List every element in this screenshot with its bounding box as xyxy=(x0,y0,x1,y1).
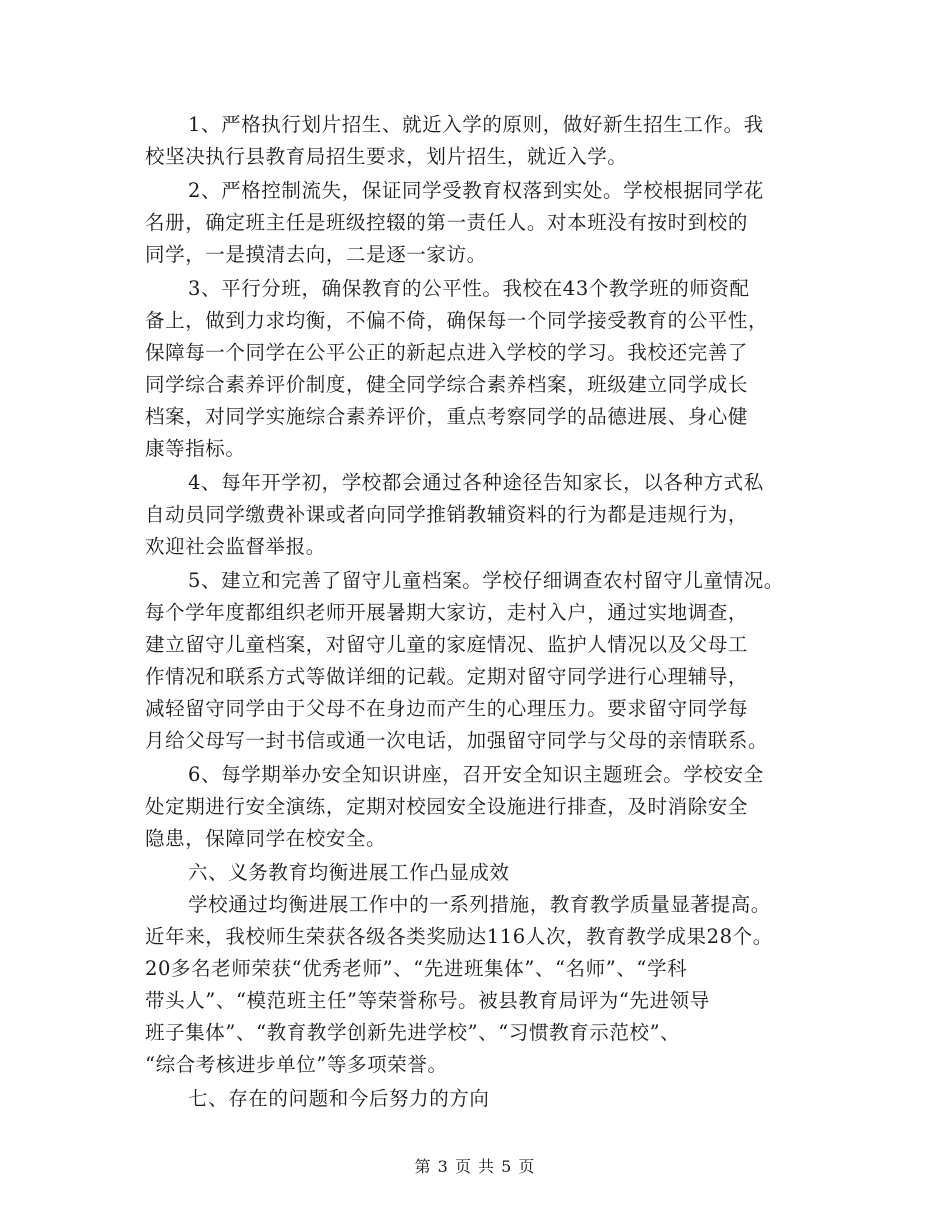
text-line: “综合考核进步单位”等多项荣誉。 xyxy=(145,1053,448,1076)
text-line: 康等指标。 xyxy=(145,437,246,460)
text-line: 建立留守儿童档案，对留守儿童的家庭情况、监护人情况以及父母工 xyxy=(145,633,749,656)
text-line: 隐患，保障同学在校安全。 xyxy=(145,827,387,850)
text-line: 减轻留守同学由于父母不在身边而产生的心理压力。要求留守同学每 xyxy=(145,697,749,720)
text-line: 4、每年开学初，学校都会通过各种途径告知家长，以各种方式私 xyxy=(188,471,764,494)
text-line: 处定期进行安全演练，定期对校园安全设施进行排查，及时消除安全 xyxy=(145,795,749,818)
text-line: 保障每一个同学在公平公正的新起点进入学校的学习。我校还完善了 xyxy=(145,341,749,364)
text-line: 1、严格执行划片招生、就近入学的原则，做好新生招生工作。我 xyxy=(188,113,764,136)
text-line: 20多名老师荣获“优秀老师”、“先进班集体”、“名师”、“学科 xyxy=(145,957,688,980)
text-line: 6、每学期举办安全知识讲座，召开安全知识主题班会。学校安全 xyxy=(188,763,764,786)
text-line: 学校通过均衡进展工作中的一系列措施，教育教学质量显著提高。 xyxy=(188,893,771,916)
text-line: 校坚决执行县教育局招生要求，划片招生，就近入学。 xyxy=(145,145,628,168)
text-line: 3、平行分班，确保教育的公平性。我校在43个教学班的师资配 xyxy=(188,277,750,300)
text-line: 欢迎社会监督举报。 xyxy=(145,535,326,558)
page-number-footer: 第 3 页 共 5 页 xyxy=(414,1157,536,1176)
text-line: 备上，做到力求均衡，不偏不倚，确保每一个同学接受教育的公平性， xyxy=(145,309,769,332)
text-line: 月给父母写一封书信或通一次电话，加强留守同学与父母的亲情联系。 xyxy=(145,729,769,752)
text-line: 2、严格控制流失，保证同学受教育权落到实处。学校根据同学花 xyxy=(188,179,764,202)
text-line: 自动员同学缴费补课或者向同学推销教辅资料的行为都是违规行为， xyxy=(145,503,749,526)
text-line: 带头人”、“模范班主任”等荣誉称号。被县教育局评为“先进领导 xyxy=(145,989,710,1012)
section-heading: 六、义务教育均衡进展工作凸显成效 xyxy=(188,861,510,884)
text-line: 班子集体”、“教育教学创新先进学校”、“习惯教育示范校”、 xyxy=(145,1021,681,1044)
text-line: 同学综合素养评价制度，健全同学综合素养档案，班级建立同学成长 xyxy=(145,373,749,396)
text-line: 每个学年度都组织老师开展暑期大家访，走村入户，通过实地调查， xyxy=(145,601,749,624)
text-line: 名册，确定班主任是班级控辍的第一责任人。对本班没有按时到校的 xyxy=(145,211,749,234)
text-line: 作情况和联系方式等做详细的记载。定期对留守同学进行心理辅导， xyxy=(145,665,749,688)
section-heading: 七、存在的问题和今后努力的方向 xyxy=(188,1087,490,1110)
text-line: 同学，一是摸清去向，二是逐一家访。 xyxy=(145,243,487,266)
text-line: 5、建立和完善了留守儿童档案。学校仔细调查农村留守儿童情况。 xyxy=(188,569,784,592)
text-line: 近年来，我校师生荣获各级各类奖励达116人次，教育教学成果28个。 xyxy=(145,925,773,948)
text-line: 档案，对同学实施综合素养评价，重点考察同学的品德进展、身心健 xyxy=(145,405,749,428)
